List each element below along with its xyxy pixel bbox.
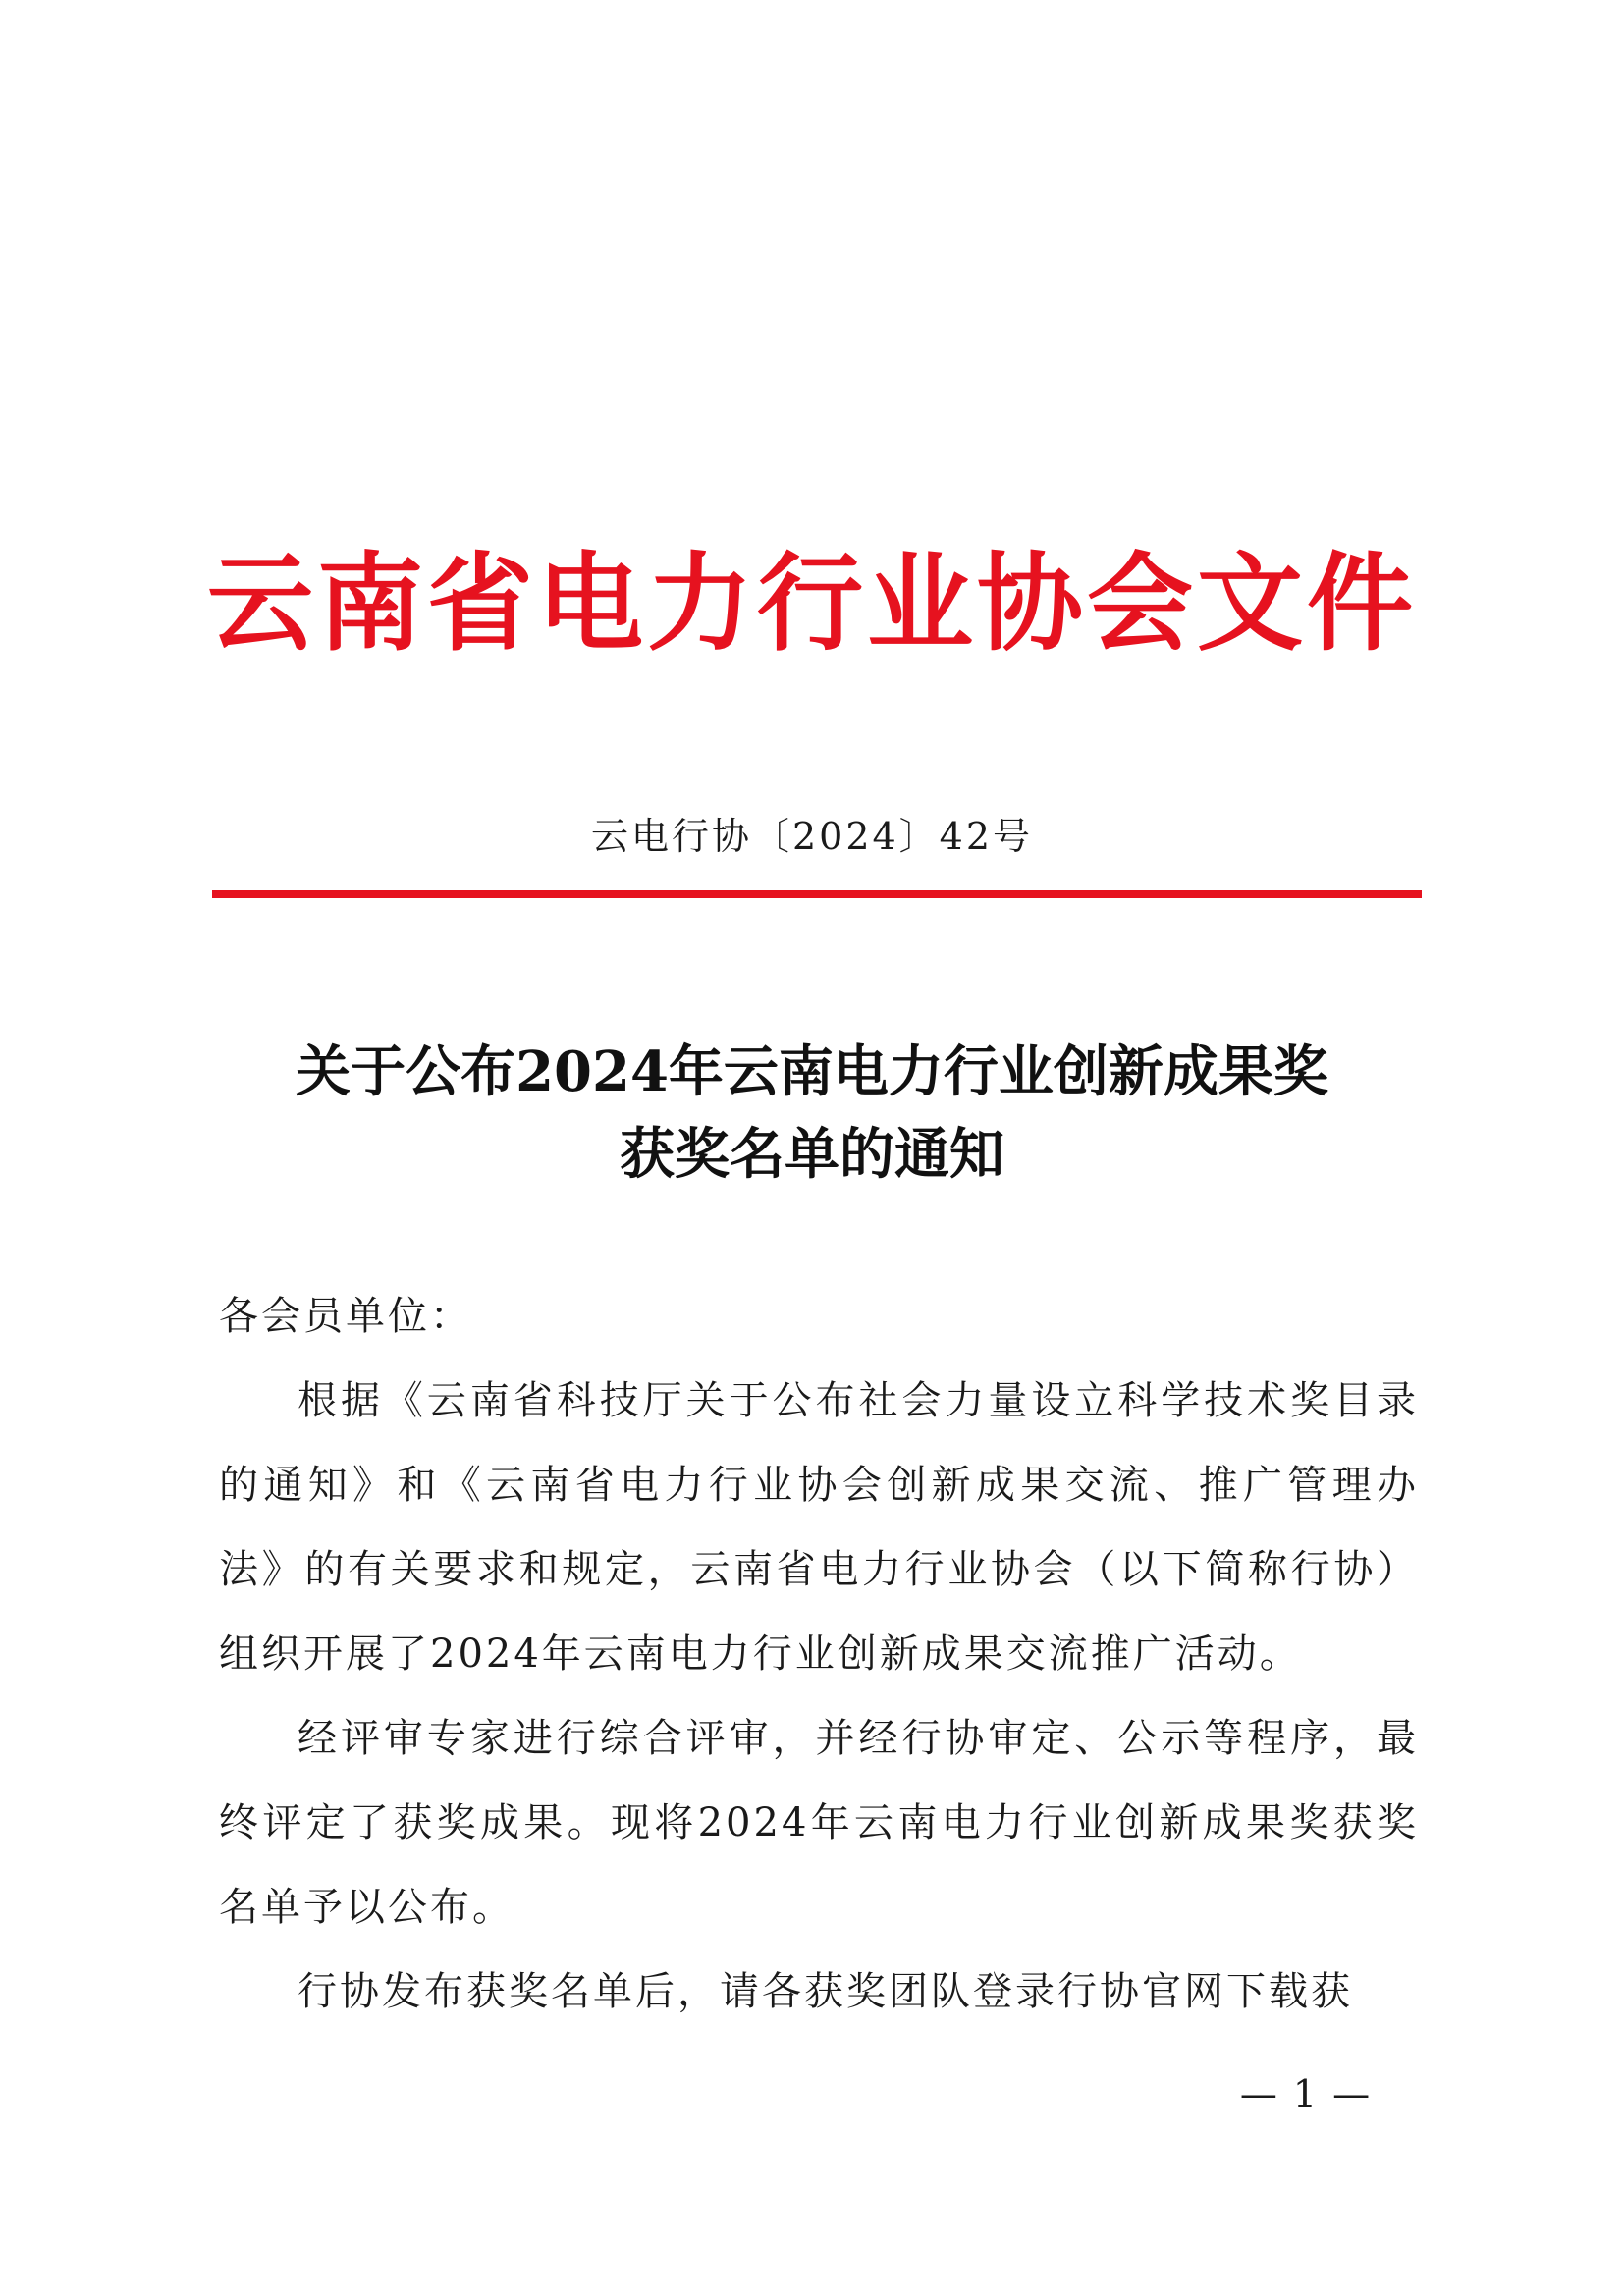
body-paragraph-2: 经评审专家进行综合评审，并经行协审定、公示等程序，最终评定了获奖成果。现将2024年云南电力行业创新成果奖获奖名单予以公布。	[219, 1716, 1419, 1930]
document-number: 云电行协〔2024〕42号	[590, 815, 1034, 858]
notice-title-line-1: 关于公布2024年云南电力行业创新成果奖	[296, 1040, 1328, 1104]
page-number: — 1 —	[1239, 2072, 1373, 2115]
issuer-header-title: 云南省电力行业协会文件	[206, 542, 1417, 666]
body-paragraph-3: 行协发布获奖名单后，请各获奖团队登录行协官网下载获	[298, 1969, 1353, 2014]
notice-title	[0, 1031, 1624, 1196]
body-paragraph-1: 根据《云南省科技厅关于公布社会力量设立科学技术奖目录的通知》和《云南省电力行业协会创新成果交流、推广管理办法》的有关要求和规定，云南省电力行业协会（以下简称行协）组织开展了2024年云南电力行业创新成果交流推广活动。	[219, 1378, 1419, 1677]
red-divider-line	[212, 890, 1422, 898]
notice-title-line-2: 获奖名单的通知	[620, 1122, 1004, 1187]
notice-body	[219, 1274, 1419, 2034]
salutation: 各会员单位：	[219, 1294, 472, 1339]
